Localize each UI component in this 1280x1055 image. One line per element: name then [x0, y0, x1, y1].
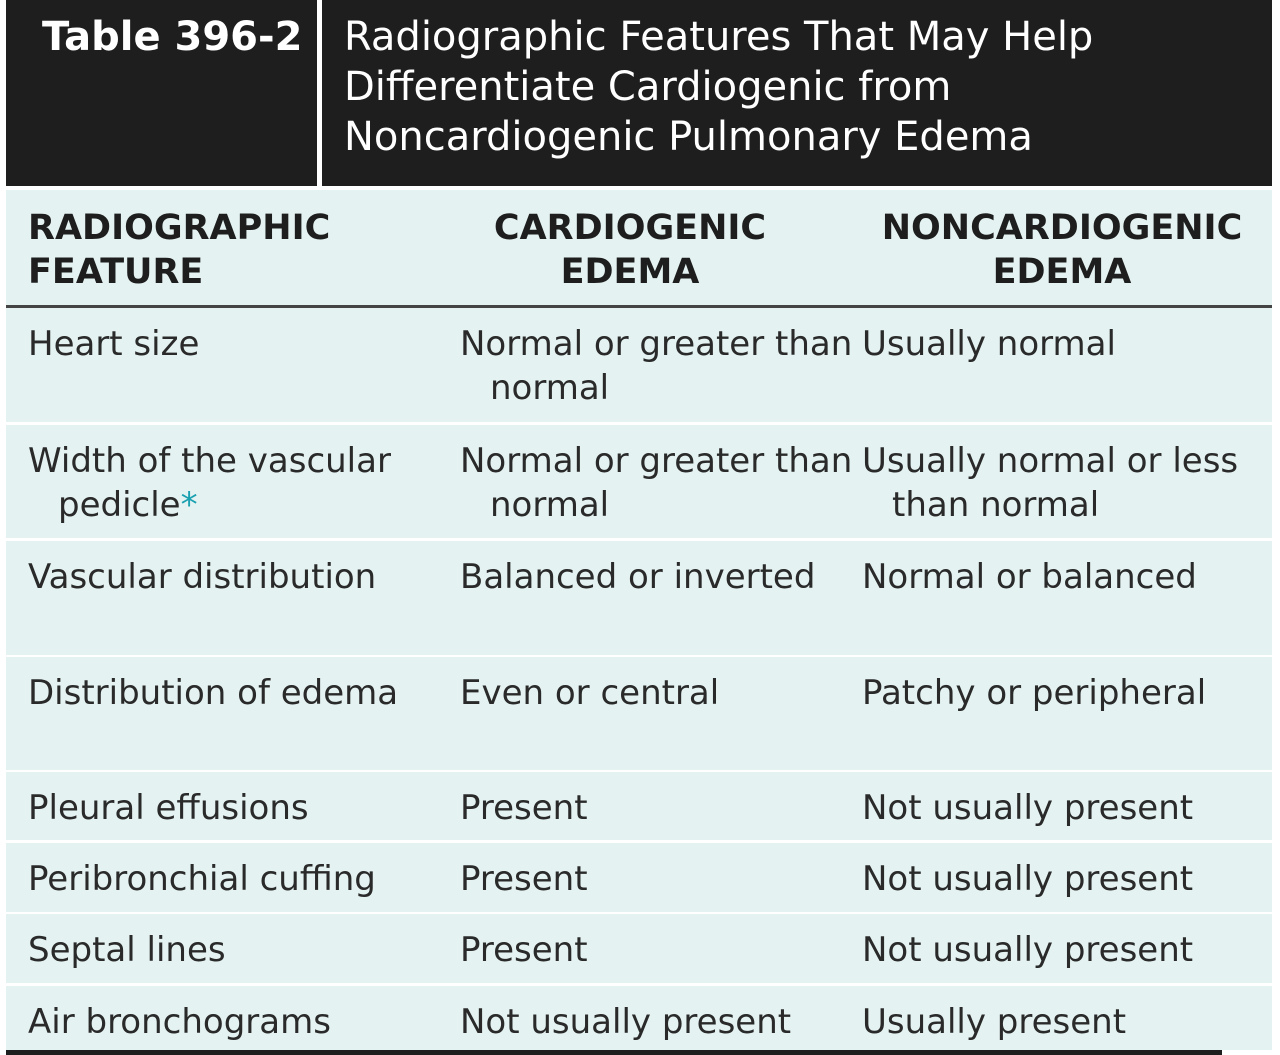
cell-noncardiogenic — [862, 786, 1280, 830]
table-row — [6, 308, 1272, 422]
table-bottom-rule — [6, 1050, 1222, 1055]
cell-cardiogenic — [460, 1000, 870, 1044]
cell-feature — [28, 439, 458, 527]
cell-text: Usually normal — [862, 324, 1116, 364]
cell-noncardiogenic — [862, 1000, 1280, 1044]
header-feature: RADIOGRAPHIC FEATURE — [28, 208, 331, 292]
cell-cardiogenic — [460, 928, 870, 972]
table-row — [6, 843, 1272, 912]
cell-text: Distribution of edema — [28, 673, 399, 713]
cell-noncardiogenic — [862, 322, 1280, 366]
cell-text: Not usually present — [460, 1002, 792, 1042]
cell-text: Patchy or peripheral — [862, 673, 1207, 713]
cell-noncardiogenic — [862, 671, 1280, 715]
cell-cardiogenic — [460, 857, 870, 901]
cell-text: Balanced or inverted — [460, 557, 816, 597]
cell-text: Normal or balanced — [862, 557, 1197, 597]
cell-feature — [28, 671, 458, 715]
cell-text: Heart size — [28, 324, 200, 364]
cell-noncardiogenic — [862, 857, 1280, 901]
cell-cardiogenic — [460, 439, 870, 527]
table-title-bar — [6, 0, 1272, 186]
cell-text: Pleural effusions — [28, 788, 309, 828]
cell-text: Vascular distribution — [28, 557, 377, 597]
cell-text: Present — [460, 859, 588, 899]
cell-text: Peribronchial cuffing — [28, 859, 376, 899]
cell-feature — [28, 786, 458, 830]
cell-cardiogenic — [460, 555, 870, 599]
cell-text: Air bronchograms — [28, 1002, 331, 1042]
cell-noncardiogenic — [862, 555, 1280, 599]
cell-text: Present — [460, 788, 588, 828]
cell-feature — [28, 857, 458, 901]
cell-noncardiogenic — [862, 928, 1280, 972]
cell-cardiogenic — [460, 786, 870, 830]
header-row — [6, 190, 1272, 308]
table-number: Table 396-2 — [42, 14, 303, 60]
table-row — [6, 986, 1272, 1050]
table-row — [6, 425, 1272, 538]
cell-text: Usually normal or less than normal — [862, 441, 1239, 525]
cell-text: Normal or greater than normal — [460, 441, 853, 525]
table-row — [6, 772, 1272, 840]
header-cardiogenic: CARDIOGENIC EDEMA — [493, 208, 767, 292]
cell-text: Usually present — [862, 1002, 1127, 1042]
cell-feature — [28, 322, 458, 366]
cell-text: Septal lines — [28, 930, 226, 970]
header-noncardiogenic: NONCARDIOGENIC EDEMA — [881, 208, 1243, 292]
cell-text: Present — [460, 930, 588, 970]
cell-text: Not usually present — [862, 788, 1194, 828]
footnote-marker: * — [180, 485, 198, 525]
table-row — [6, 541, 1272, 655]
cell-text: Normal or greater than normal — [460, 324, 853, 408]
cell-cardiogenic — [460, 671, 870, 715]
cell-text: Not usually present — [862, 930, 1194, 970]
cell-text: Even or central — [460, 673, 720, 713]
title-divider — [317, 0, 322, 186]
cell-noncardiogenic — [862, 439, 1280, 527]
cell-text: Not usually present — [862, 859, 1194, 899]
cell-feature — [28, 928, 458, 972]
table-title: Radiographic Features That May Help Differentiate Cardiogenic from Noncardiogenic Pulmonary Edema — [344, 14, 1094, 160]
cell-feature — [28, 1000, 458, 1044]
cell-cardiogenic — [460, 322, 870, 410]
table-row — [6, 914, 1272, 983]
cell-feature — [28, 555, 458, 599]
table-row — [6, 657, 1272, 770]
cell-text: Width of the vascular pedicle — [28, 441, 391, 525]
